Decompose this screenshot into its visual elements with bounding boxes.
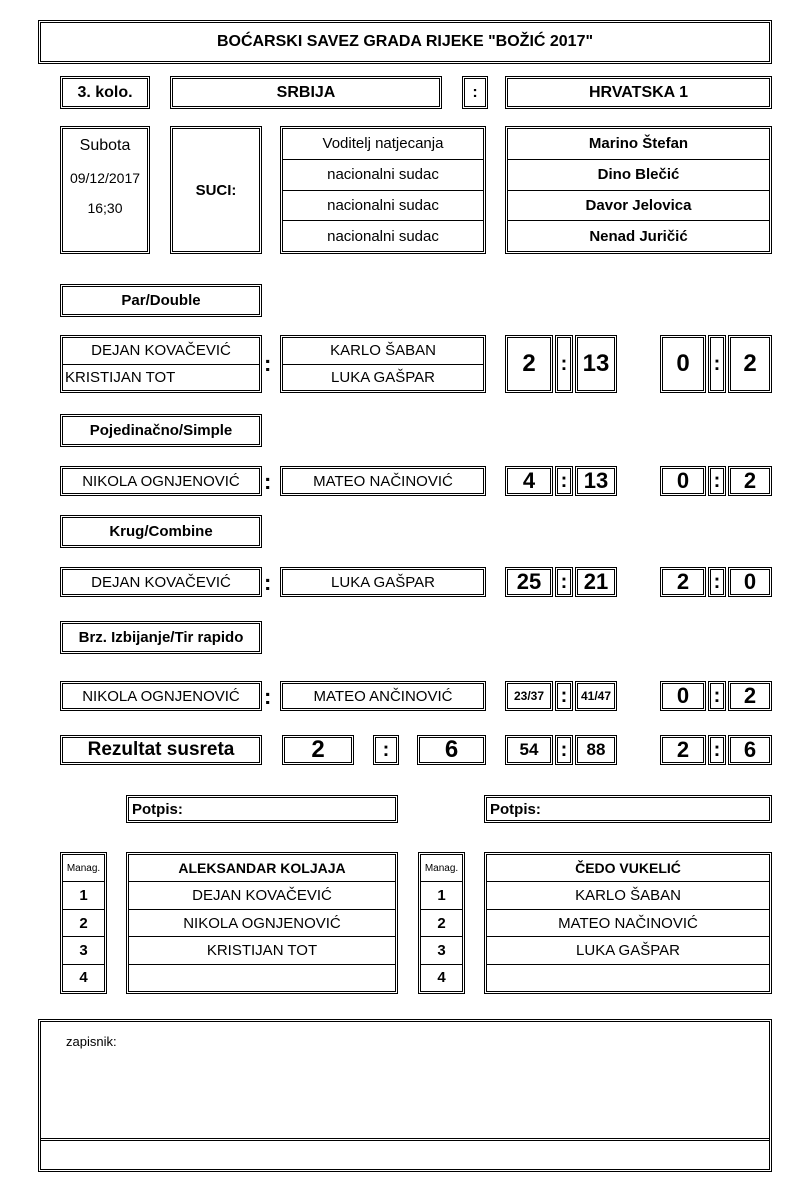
result-points-away: 6 bbox=[728, 735, 772, 765]
combine-score-separator: : bbox=[555, 567, 573, 597]
combine-points-home: 2 bbox=[660, 567, 706, 597]
match-day: Subota bbox=[79, 137, 131, 154]
away-roster-player: MATEO NAČINOVIĆ bbox=[487, 910, 769, 937]
section-label-double: Par/Double bbox=[60, 284, 262, 317]
tir-rapido-score-home: 23/37 bbox=[505, 681, 553, 711]
section-label-tir-rapido: Brz. Izbijanje/Tir rapido bbox=[60, 621, 262, 654]
double-away-players bbox=[280, 335, 486, 393]
result-points-home: 2 bbox=[660, 735, 706, 765]
result-score-away: 88 bbox=[575, 735, 617, 765]
result-match-away: 6 bbox=[417, 735, 486, 765]
referee-role: nacionalni sudac bbox=[283, 191, 483, 222]
round-box: 3. kolo. bbox=[60, 76, 150, 109]
referee-name: Dino Blečić bbox=[508, 160, 769, 191]
roster-number: 2 bbox=[63, 910, 104, 937]
roster-number: 1 bbox=[63, 882, 104, 909]
roster-number: 2 bbox=[421, 910, 462, 937]
home-roster-player: KRISTIJAN TOT bbox=[129, 937, 395, 964]
referee-name: Marino Štefan bbox=[508, 129, 769, 160]
home-signature-field[interactable]: Potpis: bbox=[126, 795, 398, 823]
tir-rapido-player-separator: : bbox=[264, 684, 272, 709]
tir-rapido-points-separator: : bbox=[708, 681, 726, 711]
combine-points-separator: : bbox=[708, 567, 726, 597]
away-signature-field[interactable]: Potpis: bbox=[484, 795, 772, 823]
home-manager-name: ALEKSANDAR KOLJAJA bbox=[129, 855, 395, 882]
roster-number: 4 bbox=[79, 969, 88, 987]
team-separator-box: : bbox=[462, 76, 488, 109]
simple-player-separator: : bbox=[264, 469, 272, 494]
home-roster-player bbox=[129, 965, 395, 991]
simple-score-away: 13 bbox=[575, 466, 617, 496]
referee-role: Voditelj natjecanja bbox=[283, 129, 483, 160]
document-title: BOĆARSKI SAVEZ GRADA RIJEKE "BOŽIĆ 2017" bbox=[38, 20, 772, 64]
combine-away-player: LUKA GAŠPAR bbox=[280, 567, 486, 597]
date-box bbox=[60, 126, 150, 254]
double-score-away: 13 bbox=[575, 335, 617, 393]
away-manager-name: ČEDO VUKELIĆ bbox=[487, 855, 769, 882]
double-home-players bbox=[60, 335, 262, 393]
tir-rapido-score-separator: : bbox=[555, 681, 573, 711]
away-roster-player: LUKA GAŠPAR bbox=[487, 937, 769, 964]
referee-role: nacionalni sudac bbox=[283, 160, 483, 191]
section-label-simple: Pojedinačno/Simple bbox=[60, 414, 262, 447]
simple-points-home: 0 bbox=[660, 466, 706, 496]
combine-score-away: 21 bbox=[575, 567, 617, 597]
home-roster-player: NIKOLA OGNJENOVIĆ bbox=[129, 910, 395, 937]
referees-label: SUCI: bbox=[170, 126, 262, 254]
roster-number: 4 bbox=[437, 969, 446, 987]
tir-rapido-score-away: 41/47 bbox=[575, 681, 617, 711]
manager-label: Manag. bbox=[421, 855, 462, 882]
double-points-separator: : bbox=[708, 335, 726, 393]
referee-names-table bbox=[505, 126, 772, 254]
result-score-home: 54 bbox=[505, 735, 553, 765]
notes-label: zapisnik: bbox=[66, 1034, 117, 1049]
notes-box[interactable] bbox=[38, 1019, 772, 1172]
result-match-separator: : bbox=[373, 735, 399, 765]
simple-score-separator: : bbox=[555, 466, 573, 496]
double-points-home: 0 bbox=[660, 335, 706, 393]
tir-rapido-home-player: NIKOLA OGNJENOVIĆ bbox=[60, 681, 262, 711]
referee-roles-table bbox=[280, 126, 486, 254]
combine-points-away: 0 bbox=[728, 567, 772, 597]
combine-home-player: DEJAN KOVAČEVIĆ bbox=[60, 567, 262, 597]
double-away-player: LUKA GAŠPAR bbox=[331, 368, 435, 386]
referee-name: Nenad Juričić bbox=[589, 227, 688, 245]
combine-player-separator: : bbox=[264, 570, 272, 595]
home-roster-names bbox=[126, 852, 398, 994]
simple-score-home: 4 bbox=[505, 466, 553, 496]
double-score-separator: : bbox=[555, 335, 573, 393]
double-home-player: DEJAN KOVAČEVIĆ bbox=[63, 338, 259, 365]
result-score-separator: : bbox=[555, 735, 573, 765]
match-date: 09/12/2017 bbox=[69, 170, 141, 186]
simple-points-away: 2 bbox=[728, 466, 772, 496]
away-roster-player: KARLO ŠABAN bbox=[487, 882, 769, 909]
away-roster-player bbox=[487, 965, 769, 991]
simple-points-separator: : bbox=[708, 466, 726, 496]
manager-label: Manag. bbox=[63, 855, 104, 882]
home-roster-numbers bbox=[60, 852, 107, 994]
tir-rapido-points-home: 0 bbox=[660, 681, 706, 711]
referee-name: Davor Jelovica bbox=[508, 191, 769, 222]
simple-home-player: NIKOLA OGNJENOVIĆ bbox=[60, 466, 262, 496]
double-player-separator: : bbox=[264, 351, 272, 376]
roster-number: 1 bbox=[421, 882, 462, 909]
away-team-box: HRVATSKA 1 bbox=[505, 76, 772, 109]
double-away-player: KARLO ŠABAN bbox=[283, 338, 483, 365]
tir-rapido-points-away: 2 bbox=[728, 681, 772, 711]
double-points-away: 2 bbox=[728, 335, 772, 393]
simple-away-player: MATEO NAČINOVIĆ bbox=[280, 466, 486, 496]
result-label: Rezultat susreta bbox=[60, 735, 262, 765]
match-time: 16;30 bbox=[87, 200, 123, 216]
roster-number: 3 bbox=[63, 937, 104, 964]
referee-role: nacionalni sudac bbox=[327, 227, 439, 245]
section-label-combine: Krug/Combine bbox=[60, 515, 262, 548]
combine-score-home: 25 bbox=[505, 567, 553, 597]
home-team-box: SRBIJA bbox=[170, 76, 442, 109]
notes-footer-divider bbox=[41, 1138, 769, 1141]
double-score-home: 2 bbox=[505, 335, 553, 393]
away-roster-numbers bbox=[418, 852, 465, 994]
home-roster-player: DEJAN KOVAČEVIĆ bbox=[129, 882, 395, 909]
result-points-separator: : bbox=[708, 735, 726, 765]
double-home-player: KRISTIJAN TOT bbox=[65, 368, 176, 386]
roster-number: 3 bbox=[421, 937, 462, 964]
result-match-home: 2 bbox=[282, 735, 354, 765]
tir-rapido-away-player: MATEO ANČINOVIĆ bbox=[280, 681, 486, 711]
away-roster-names bbox=[484, 852, 772, 994]
